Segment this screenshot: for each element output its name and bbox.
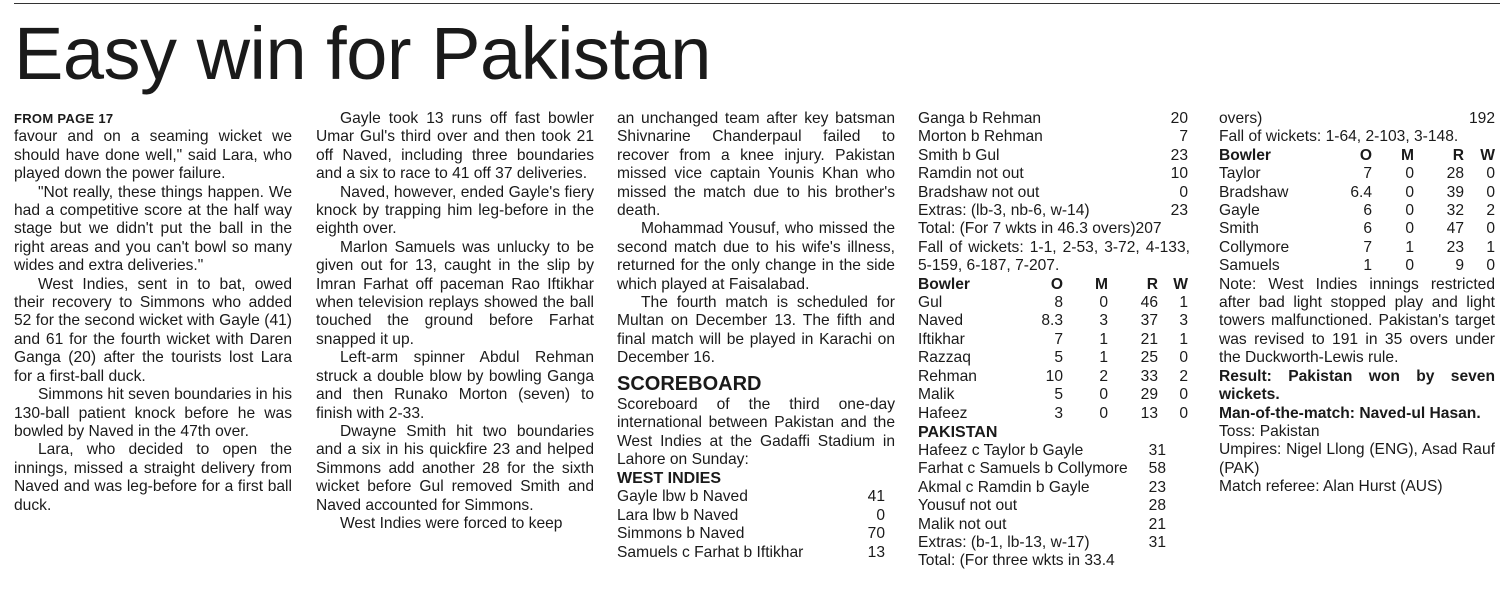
batting-row: [918, 202, 1188, 220]
team-heading-pakistan: PAKISTAN: [918, 423, 998, 441]
bowling-header-cell: M: [1095, 275, 1108, 293]
batsman-runs: 20: [1170, 110, 1188, 127]
bowling-figure: 6: [1363, 202, 1372, 220]
bowling-figure: 5: [1054, 349, 1063, 367]
batting-row: [617, 507, 885, 525]
batsman-runs: 28: [1148, 497, 1166, 515]
paragraph: "Not really, these things happen. We had a competitive score at the half way stage but we didn't put the ball in the right areas and you can't bowl so many wides and extra deliveries.": [14, 183, 292, 275]
batsman-dismissal: Samuels c Farhat b Iftikhar: [617, 543, 804, 561]
bowling-figure: 1: [1486, 238, 1495, 256]
bowling-row: [1219, 257, 1495, 275]
scoreboard-column-5: [1219, 110, 1495, 497]
paragraph: favour and on a seaming wicket we should have done well," said Lara, who played down the power failure.: [14, 128, 292, 183]
bowling-figure: 37: [1140, 312, 1158, 330]
bowling-figure: 0: [1486, 220, 1495, 238]
bowling-figure: 46: [1140, 294, 1158, 312]
batsman-runs: 58: [1148, 460, 1166, 478]
bowling-figure: 7: [1363, 238, 1372, 256]
bowling-figure: 0: [1486, 257, 1495, 275]
match-note: Note: West Indies innings restricted after bad light stopped play and light towers malfunctioned. Pakistan's target was revised to 191 in 35 overs under the Duckworth-Lewis rule.: [1219, 275, 1495, 367]
batting-list: [617, 488, 895, 562]
paragraph: Lara, who decided to open the innings, missed a straight delivery from Naved and was leg-before for a first ball duck.: [14, 441, 292, 514]
bowling-figure: 28: [1446, 165, 1464, 183]
bowling-figure: 0: [1179, 404, 1188, 422]
bowling-figure: 0: [1179, 349, 1188, 367]
bowler-name: Razzaq: [918, 349, 971, 367]
bowling-figure: 39: [1446, 183, 1464, 201]
batting-row: [918, 147, 1188, 165]
bowling-figure: 10: [1045, 367, 1063, 385]
innings-total: Total: (For 7 wkts in 46.3 overs)207: [918, 220, 1162, 238]
paragraph: an unchanged team after key batsman Shivnarine Chanderpaul failed to recover from a knee injury. Pakistan missed vice captain Younis Khan who missed the match due to his brother's death.: [617, 110, 895, 220]
scoreboard-column-4: [918, 110, 1190, 571]
paragraph: Dwayne Smith hit two boundaries and a six in his quickfire 23 and helped Simmons add another 28 for the sixth wicket before Gul removed Smith and Naved accounted for Simmons.: [316, 422, 594, 514]
innings-total: Total: (For three wkts in 33.4: [918, 552, 1115, 570]
bowling-figure: 1: [1405, 238, 1414, 256]
bowling-figure: 2: [1486, 202, 1495, 220]
paragraph: Naved, however, ended Gayle's fiery knock by trapping him leg-before in the eighth over.: [316, 183, 594, 238]
headline: Easy win for Pakistan: [14, 12, 711, 95]
bowling-figure: 0: [1099, 386, 1108, 404]
batsman-runs: 7: [1179, 128, 1188, 146]
batsman-dismissal: Simmons b Naved: [617, 525, 745, 543]
bowling-row: [1219, 165, 1495, 183]
bowler-name: Collymore: [1219, 238, 1290, 256]
bowling-figure: 21: [1140, 330, 1158, 348]
paragraph: Marlon Samuels was unlucky to be given out for 13, caught in the slip by Imran Farhat off paceman Rao Iftikhar when television replays showed the ball touched the ground before Farhat snapped it up.: [316, 238, 594, 348]
paragraph: Gayle took 13 runs off fast bowler Umar Gul's third over and then took 21 off Naved, including three boundaries and a six to race to 41 off 37 deliveries.: [316, 110, 594, 183]
bowling-figure: 3: [1054, 404, 1063, 422]
bowler-name: Bradshaw: [1219, 183, 1289, 201]
umpires: Umpires: Nigel Llong (ENG), Asad Rauf (PAK): [1219, 441, 1495, 477]
batting-row: [617, 544, 885, 562]
batsman-runs: 70: [867, 525, 885, 543]
bowling-figure: 1: [1363, 257, 1372, 275]
batsman-dismissal: Morton b Rehman: [918, 128, 1043, 146]
bowling-header-cell: O: [1359, 146, 1372, 164]
bowling-figure: 3: [1099, 312, 1108, 330]
batting-row: [918, 497, 1166, 515]
bowler-name: Gayle: [1219, 202, 1260, 220]
bowling-table: [918, 276, 1188, 423]
bowling-row: [918, 405, 1188, 423]
batting-row: [617, 525, 885, 543]
batsman-runs: 23: [1170, 146, 1188, 164]
bowling-figure: 29: [1140, 386, 1158, 404]
batsman-dismissal: Lara lbw b Naved: [617, 506, 739, 524]
batting-row: [617, 488, 885, 506]
batting-row: [918, 165, 1188, 183]
bowling-figure: 2: [1099, 367, 1108, 385]
bowling-figure: 32: [1446, 202, 1464, 220]
bowler-name: Iftikhar: [918, 330, 965, 348]
bowler-name: Gul: [918, 294, 943, 312]
bowling-row: [918, 331, 1188, 349]
bowling-figure: 47: [1446, 220, 1464, 238]
batsman-dismissal: Ganga b Rehman: [918, 110, 1042, 127]
paragraph: Simmons hit seven boundaries in his 130-ball patient knock before he was bowled by Naved in the 47th over.: [14, 386, 292, 440]
bowling-row: [1219, 220, 1495, 238]
bowling-figure: 1: [1099, 330, 1108, 348]
batsman-dismissal: Extras: (b-1, lb-13, w-17): [918, 533, 1090, 551]
bowling-row: [918, 349, 1188, 367]
batting-row: [918, 516, 1166, 534]
bowling-header-cell: Bowler: [1219, 146, 1271, 164]
bowling-figure: 1: [1179, 294, 1188, 312]
batsman-dismissal: Farhat c Samuels b Collymore: [918, 460, 1128, 478]
innings-total-continued: [1219, 110, 1495, 128]
bowling-header-row: [918, 276, 1188, 294]
bowling-figure: 0: [1405, 183, 1414, 201]
bowling-header-row: [1219, 147, 1495, 165]
bowler-name: Naved: [918, 312, 964, 330]
bowling-table: [1219, 147, 1495, 276]
bowling-figure: 13: [1140, 404, 1158, 422]
batsman-runs: 31: [1148, 441, 1166, 459]
bowling-row: [1219, 202, 1495, 220]
batsman-runs: 41: [867, 488, 885, 506]
top-rule: [14, 3, 1500, 4]
article-column-1: [14, 110, 292, 515]
bowling-figure: 6: [1363, 220, 1372, 238]
bowling-figure: 0: [1405, 165, 1414, 183]
match-referee: Match referee: Alan Hurst (AUS): [1219, 478, 1443, 496]
batsman-dismissal: Hafeez c Taylor b Gayle: [918, 441, 1084, 459]
batting-row: [918, 128, 1188, 146]
batsman-runs: 21: [1148, 515, 1166, 533]
paragraph: West Indies were forced to keep: [340, 514, 563, 532]
batsman-dismissal: Yousuf not out: [918, 497, 1018, 515]
bowling-figure: 33: [1140, 367, 1158, 385]
bowling-figure: 0: [1179, 386, 1188, 404]
batting-list: [918, 442, 1190, 552]
bowling-row: [1219, 184, 1495, 202]
batting-row: [918, 479, 1166, 497]
bowler-name: Malik: [918, 386, 955, 404]
batting-row: [918, 534, 1166, 552]
batsman-dismissal: Smith b Gul: [918, 146, 1000, 164]
fall-of-wickets: Fall of wickets: 1-64, 2-103, 3-148.: [1219, 128, 1459, 146]
batting-row: [918, 460, 1166, 478]
scoreboard-heading: SCOREBOARD: [617, 372, 762, 395]
batting-list: [918, 110, 1190, 220]
bowler-name: Taylor: [1219, 165, 1261, 183]
bowling-header-cell: R: [1146, 275, 1158, 293]
bowling-row: [918, 368, 1188, 386]
bowling-figure: 0: [1486, 165, 1495, 183]
scoreboard-intro: Scoreboard of the third one-day international between Pakistan and the West Indies at the Gadaffi Stadium in Lahore on Sunday:: [617, 395, 895, 468]
bowling-figure: 8.3: [1041, 312, 1063, 330]
bowling-header-cell: W: [1173, 275, 1188, 293]
batsman-runs: 23: [1148, 478, 1166, 496]
bowling-figure: 1: [1179, 330, 1188, 348]
bowler-name: Hafeez: [918, 404, 968, 422]
paragraph: Mohammad Yousuf, who missed the second match due to his wife's illness, returned for the only change in the side which played at Faisalabad.: [617, 220, 895, 293]
bowling-row: [918, 386, 1188, 404]
bowling-figure: 0: [1405, 202, 1414, 220]
batsman-runs: 31: [1148, 533, 1166, 551]
batsman-runs: 0: [876, 506, 885, 524]
batsman-runs: 13: [867, 543, 885, 561]
bowling-figure: 0: [1099, 294, 1108, 312]
batsman-dismissal: Akmal c Ramdin b Gayle: [918, 478, 1090, 496]
bowling-figure: 0: [1099, 404, 1108, 422]
bowling-row: [918, 312, 1188, 330]
toss: Toss: Pakistan: [1219, 422, 1320, 440]
total-label: overs): [1219, 110, 1263, 127]
paragraph: The fourth match is scheduled for Multan on December 13. The fifth and final match will be played in Karachi on December 16.: [617, 294, 895, 367]
bowling-figure: 0: [1405, 257, 1414, 275]
bowling-header-cell: R: [1452, 146, 1464, 164]
bowling-figure: 0: [1486, 183, 1495, 201]
man-of-the-match: Man-of-the-match: Naved-ul Hasan.: [1219, 404, 1481, 422]
match-result: Result: Pakistan won by seven wickets.: [1219, 367, 1495, 404]
batting-row: [918, 110, 1188, 128]
bowling-figure: 0: [1405, 220, 1414, 238]
bowling-figure: 9: [1455, 257, 1464, 275]
bowling-figure: 3: [1179, 312, 1188, 330]
fall-of-wickets: Fall of wickets: 1-1, 2-53, 3-72, 4-133, 5-159, 6-187, 7-207.: [918, 238, 1190, 275]
article-column-2: [316, 110, 594, 533]
batting-row: [918, 184, 1188, 202]
bowling-figure: 8: [1054, 294, 1063, 312]
batsman-dismissal: Gayle lbw b Naved: [617, 488, 748, 506]
batting-row: [918, 442, 1166, 460]
batsman-dismissal: Extras: (lb-3, nb-6, w-14): [918, 202, 1090, 220]
continued-from-kicker: FROM PAGE 17: [14, 111, 114, 126]
bowling-figure: 2: [1179, 367, 1188, 385]
paragraph: West Indies, sent in to bat, owed their recovery to Simmons who added 52 for the second wicket with Gayle (41) and 61 for the fourth wicket with Daren Ganga (20) after the tourists lost Lara for a first-ball duck.: [14, 275, 292, 385]
bowling-figure: 25: [1140, 349, 1158, 367]
bowling-figure: 23: [1446, 238, 1464, 256]
article-column-3: [617, 110, 895, 562]
bowler-name: Samuels: [1219, 257, 1280, 275]
batsman-runs: 10: [1170, 165, 1188, 183]
bowling-header-cell: Bowler: [918, 275, 970, 293]
bowling-figure: 7: [1363, 165, 1372, 183]
bowling-row: [1219, 239, 1495, 257]
bowling-figure: 1: [1099, 349, 1108, 367]
batsman-runs: 23: [1170, 202, 1188, 220]
batsman-dismissal: Ramdin not out: [918, 165, 1024, 183]
bowling-header-cell: M: [1401, 146, 1414, 164]
team-heading-west-indies: WEST INDIES: [617, 470, 722, 488]
bowling-header-cell: W: [1480, 146, 1495, 164]
bowling-row: [918, 294, 1188, 312]
bowling-figure: 7: [1054, 330, 1063, 348]
batsman-dismissal: Bradshaw not out: [918, 183, 1040, 201]
paragraph: Left-arm spinner Abdul Rehman struck a double blow by bowling Ganga and then Runako Morton (seven) to finish with 2-33.: [316, 349, 594, 422]
total-runs: 192: [1468, 110, 1495, 127]
bowling-figure: 5: [1054, 386, 1063, 404]
bowling-figure: 6.4: [1350, 183, 1372, 201]
bowler-name: Rehman: [918, 367, 977, 385]
batsman-runs: 0: [1179, 183, 1188, 201]
batsman-dismissal: Malik not out: [918, 515, 1007, 533]
bowling-header-cell: O: [1050, 275, 1063, 293]
bowler-name: Smith: [1219, 220, 1259, 238]
